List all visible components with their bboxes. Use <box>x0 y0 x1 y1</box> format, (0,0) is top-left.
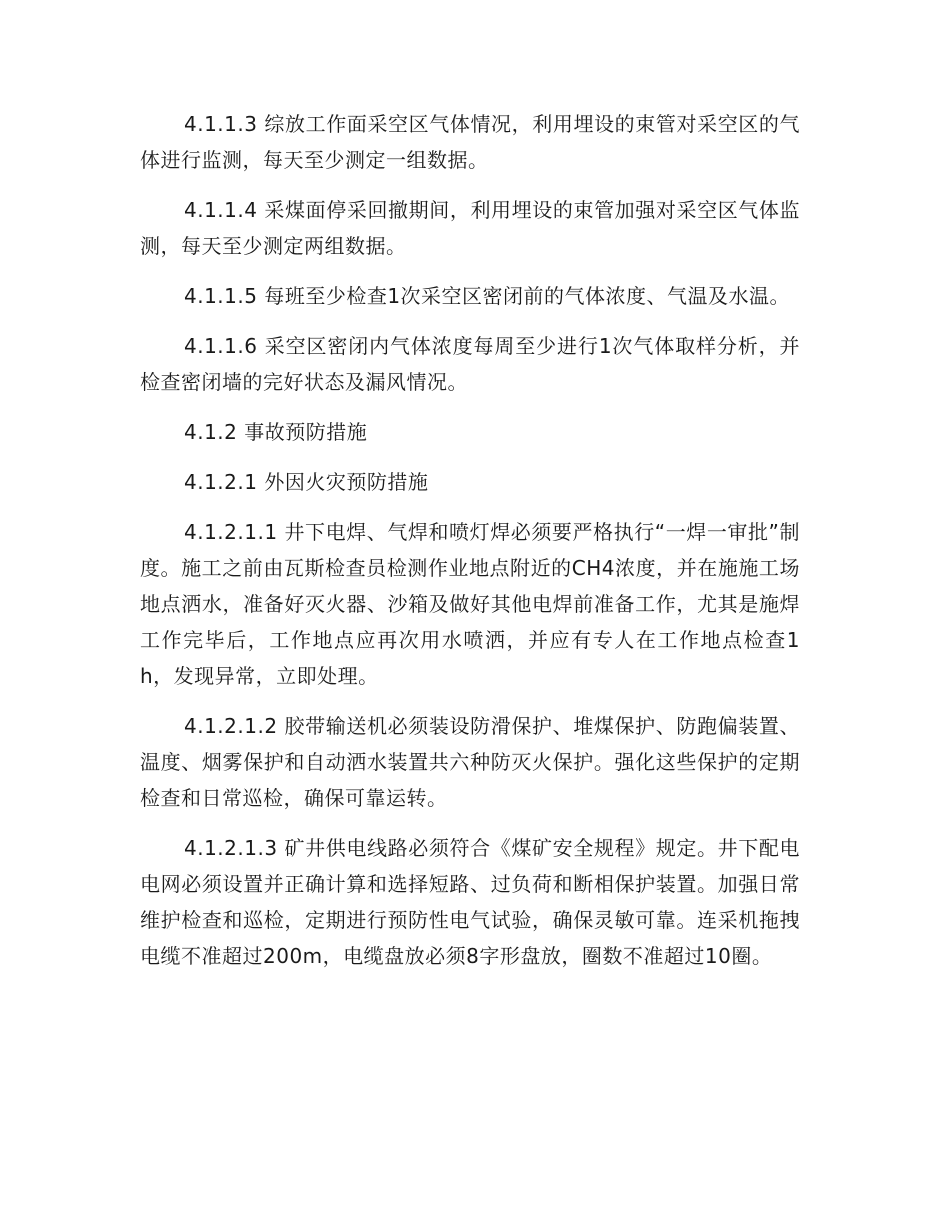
document-body <box>140 106 800 988</box>
heading-4-1-2-1: 4.1.2.1 外因火灾预防措施 <box>184 470 429 494</box>
paragraph-4-1-1-6: 4.1.1.6 采空区密闭内气体浓度每周至少进行1次气体取样分析，并检查密闭墙的完好状态及漏风情况。 <box>140 334 800 394</box>
paragraph-4-1-1-3: 4.1.1.3 综放工作面采空区气体情况，利用埋设的束管对采空区的气体进行监测，每天至少测定一组数据。 <box>140 112 800 172</box>
heading-4-1-2: 4.1.2 事故预防措施 <box>184 420 368 444</box>
paragraph-4-1-2-1-1: 4.1.2.1.1 井下电焊、气焊和喷灯焊必须要严格执行“一焊一审批”制度。施工之前由瓦斯检查员检测作业地点附近的CH4浓度，并在施施工场地点洒水，准备好灭火器、沙箱及做好其他电焊前准备工作，尤其是施焊工作完毕后，工作地点应再次用水喷洒，并应有专人在工作地点检查1h，发现异常，立即处理。 <box>140 520 800 688</box>
paragraph-4-1-2-1-3: 4.1.2.1.3 矿井供电线路必须符合《煤矿安全规程》规定。井下配电电网必须设置并正确计算和选择短路、过负荷和断相保护装置。加强日常维护检查和巡检，定期进行预防性电气试验，确保灵敏可靠。连采机拖拽电缆不准超过200m，电缆盘放必须8字形盘放，圈数不准超过10圈。 <box>140 836 800 968</box>
paragraph-4-1-1-4: 4.1.1.4 采煤面停采回撤期间，利用埋设的束管加强对采空区气体监测，每天至少测定两组数据。 <box>140 198 800 258</box>
paragraph-4-1-2-1-2: 4.1.2.1.2 胶带输送机必须装设防滑保护、堆煤保护、防跑偏装置、温度、烟雾保护和自动洒水装置共六种防灭火保护。强化这些保护的定期检查和日常巡检，确保可靠运转。 <box>140 714 800 810</box>
paragraph-4-1-1-5: 4.1.1.5 每班至少检查1次采空区密闭前的气体浓度、气温及水温。 <box>184 284 791 308</box>
